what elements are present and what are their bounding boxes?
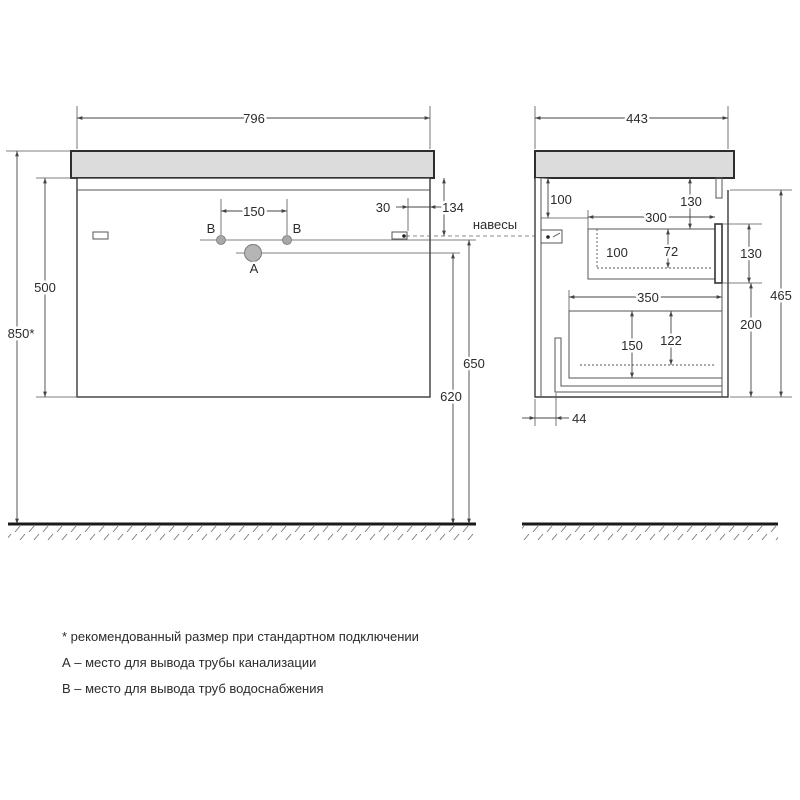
drain-outlet: [245, 245, 262, 262]
water-left-label: В: [206, 221, 216, 236]
water-outlet-left: [217, 236, 226, 245]
overall-depth-label: 443: [626, 111, 648, 126]
hinges-label: навесы: [472, 217, 518, 232]
front-offset-label: 44: [572, 411, 587, 426]
water-outlet-height-label: 650: [463, 356, 485, 371]
upper-drawer-inner-depth-label: 100: [606, 245, 628, 260]
legend-drain-outlet: А – место для вывода трубы канализации: [62, 655, 317, 670]
legend: [62, 629, 419, 696]
water-right-label: В: [292, 221, 302, 236]
water-spacing-label: 150: [243, 204, 265, 219]
overall-width-label: 796: [243, 111, 265, 126]
drain-outlet-height-label: 620: [440, 389, 462, 404]
water-outlet-right: [283, 236, 292, 245]
dimension-upper-drawer-front-height: [723, 224, 762, 283]
countertop-side: [535, 151, 734, 178]
hinge-icon-point: [546, 235, 550, 239]
dimension-drain-outlet-height: [440, 253, 462, 524]
top-gap-label: 100: [550, 192, 572, 207]
lower-drawer-inner-height-label: 122: [660, 333, 682, 348]
hinge-offset-label: 30: [375, 200, 391, 215]
overall-height-label: 850*: [7, 326, 35, 341]
floor-hatching-side: [522, 526, 778, 540]
dimension-hinge-height: [442, 178, 464, 236]
hinge-height-label: 134: [442, 200, 464, 215]
cabinet-height-label: 500: [34, 280, 56, 295]
countertop: [71, 151, 434, 178]
upper-drawer-inner-height-label: 72: [663, 244, 679, 259]
front-view: [6, 106, 546, 540]
dimension-overall-depth: [535, 106, 728, 149]
hinge-point: [402, 234, 406, 238]
upper-drawer-depth-label: 300: [645, 210, 667, 225]
legend-water-outlet: В – место для вывода труб водоснабжения: [62, 681, 324, 696]
cabinet-side: [535, 178, 728, 397]
upper-drawer-offset-label: 130: [680, 194, 702, 209]
lower-drawer-front-height-label: 200: [740, 317, 762, 332]
legend-recommended-size: * рекомендованный размер при стандартном подключении: [62, 629, 419, 644]
upper-drawer-front: [715, 224, 722, 283]
upper-drawer-front-height-label: 130: [740, 246, 762, 261]
side-view: [522, 106, 792, 540]
lower-drawer-depth-label: 350: [637, 290, 659, 305]
dimension-overall-height: [6, 151, 70, 524]
dimension-water-outlet-height: [463, 240, 485, 524]
drain-label: А: [249, 261, 259, 276]
floor-hatching-front: [8, 526, 476, 540]
dimension-front-offset: [522, 393, 586, 426]
dimension-cabinet-height: [34, 178, 76, 397]
dimension-body-height: [730, 190, 792, 397]
lower-drawer-inner-depth-label: 150: [621, 338, 643, 353]
dimension-lower-drawer-front-height: [740, 283, 762, 397]
dimension-overall-width: [77, 106, 430, 149]
body-height-label: 465: [770, 288, 792, 303]
